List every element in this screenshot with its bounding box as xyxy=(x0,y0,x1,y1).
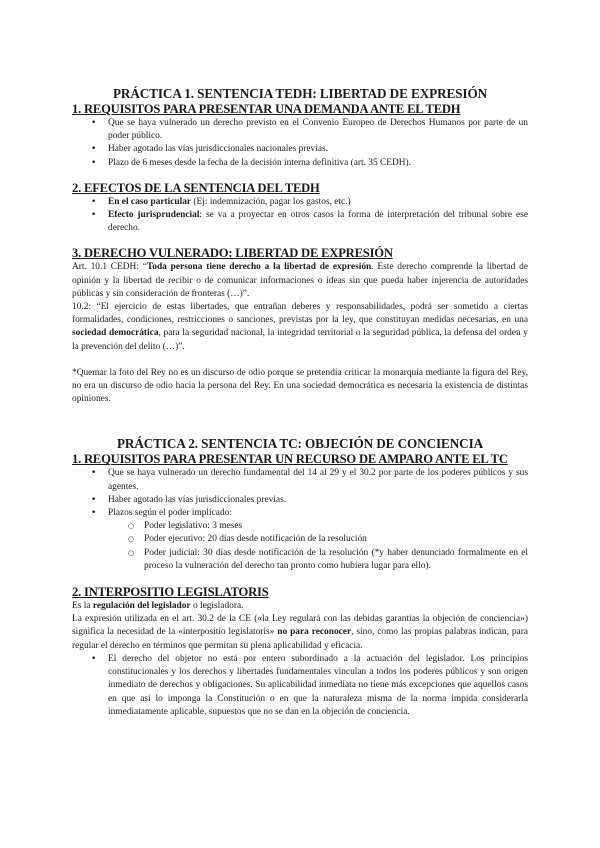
p1-section-3-heading: 3. DERECHO VULNERADO: LIBERTAD DE EXPRESIÓN xyxy=(72,246,393,261)
p2-section-1-list xyxy=(72,467,528,520)
list-item: • Que se haya vulnerado un derecho fundamental del 14 al 29 y el 30.2 por parte de los poderes públicos y sus agentes. xyxy=(72,467,528,493)
list-item: • El derecho del objetor no está por entero subordinado a la actuación del legislador. Los principios constitucionales y los derechos y libertades fundamentales vinculan a todos los poderes públicos y son origen inmediato de derechos y obligaciones. Su aplicabilidad inmediata no tiene más excepciones que aquellos casos en que así lo imponga la Constitución o en que la naturaleza misma de la norma impida considerarla inmediatamente aplicable, supuestos que no se dan en la objeción de conciencia. xyxy=(72,653,528,719)
p2-section-2-heading: 2. INTERPOSITIO LEGISLATORIS xyxy=(72,585,269,600)
list-item xyxy=(72,209,528,235)
p1-section-1-list xyxy=(72,117,528,170)
bold-text: no para reconocer xyxy=(277,627,352,638)
definition-paragraph xyxy=(72,600,528,613)
list-item: • Haber agotado las vías jurisdiccionales nacionales previas. xyxy=(72,143,528,156)
expression-paragraph xyxy=(72,613,528,653)
sublist-item: ○ Poder judicial: 30 días desde notificación de la resolución (*y haber denunciado formalmente en el proceso la vulneración del derecho tan pronto como hubiera lugar para ello). xyxy=(72,547,528,573)
p1-section-2-list xyxy=(72,196,528,236)
text: 10.2: “El ejercicio de estas libertades, que entrañan deberes y responsabilidades, podrá ser sometido a ciertas formalidades, condiciones, restricciones o sanciones, previstas por la ley, que constituyan medidas necesarias, en una xyxy=(72,302,528,326)
list-item xyxy=(72,196,528,209)
p1-section-1-heading: 1. REQUISITOS PARA PRESENTAR UNA DEMANDA ANTE EL TEDH xyxy=(72,102,461,116)
text: , para la seguridad nacional, la integridad territorial o la seguridad pública, la defensa del orden y la prevención del delito (…)”. xyxy=(72,328,528,352)
sublist-item: ○ Poder ejecutivo: 20 días desde notificación de la resolución xyxy=(72,533,528,546)
p2-section-1-heading: 1. REQUISITOS PARA PRESENTAR UN RECURSO DE AMPARO ANTE EL TC xyxy=(72,452,508,467)
text: . Este derecho comprende la libertad de opinión y la libertad de recibir o de comunicar informaciones o ideas sin que pueda haber injerencia de autoridades públicas y sin consideración de fronteras (…)”. xyxy=(72,262,528,299)
bold-text: sociedad democrática xyxy=(72,328,159,339)
list-item: • Plazo de 6 meses desde la fecha de la decisión interna definitiva (art. 35 CEDH). xyxy=(72,157,528,170)
note-paragraph: *Quemar la foto del Rey no es un discurso de odio porque se pretendía criticar la monarquía mediante la figura del Rey, no era un discurso de odio hacia la persona del Rey. En una sociedad democrática es necesaria la existencia de distintas opiniones. xyxy=(72,367,528,405)
text: Es la xyxy=(72,601,93,612)
list-item-text: : se va a proyectar en otros casos la forma de interpretación del tribunal sobre ese derecho. xyxy=(108,210,528,234)
text: La expresión utilizada en el art. 30.2 de la CE («la Ley regulará con las debidas garantías la objeción de conciencia») significa la necesidad de la «interpositio legislatoris» xyxy=(72,614,528,638)
art-10-1-paragraph xyxy=(72,261,528,301)
p1-section-2-heading: 2. EFECTOS DE LA SENTENCIA DEL TEDH xyxy=(72,180,320,195)
list-item: • Haber agotado las vías jurisdiccionales previas. xyxy=(72,494,528,507)
bold-text: Toda persona tiene derecho a la libertad de expresión xyxy=(146,262,372,273)
list-item-text: Plazos según el poder implicado: xyxy=(108,508,232,519)
art-10-2-paragraph xyxy=(72,301,528,354)
text: Art. 10.1 CEDH: “ xyxy=(72,262,147,273)
list-item: • Que se haya vulnerado un derecho previsto en el Convenio Europeo de Derechos Humanos por parte de un poder público. xyxy=(72,117,528,143)
plazos-sublist xyxy=(72,520,528,573)
list-item-text: (Ej: indemnización, pagar los gastos, etc.) xyxy=(191,196,351,207)
list-item xyxy=(72,507,528,520)
practica-1-title: PRÁCTICA 1. SENTENCIA TEDH: LIBERTAD DE EXPRESIÓN xyxy=(112,86,488,101)
list-item-bold: En el caso particular xyxy=(108,196,192,207)
p2-section-2-list xyxy=(72,653,528,719)
practica-2-title: PRÁCTICA 2. SENTENCIA TC: OBJECIÓN DE CONCIENCIA xyxy=(116,436,484,452)
text: o legisladora. xyxy=(190,601,244,612)
sublist-item: ○ Poder legislativo: 3 meses xyxy=(72,520,528,533)
bold-text: regulación del legislador xyxy=(92,601,191,612)
text: , sino, como las propias palabras indican, para regular el derecho en términos que permitan su plena aplicabilidad y eficacia. xyxy=(72,627,528,651)
list-item-bold: Efecto jurisprudencial xyxy=(108,210,200,221)
document-page xyxy=(72,86,528,719)
